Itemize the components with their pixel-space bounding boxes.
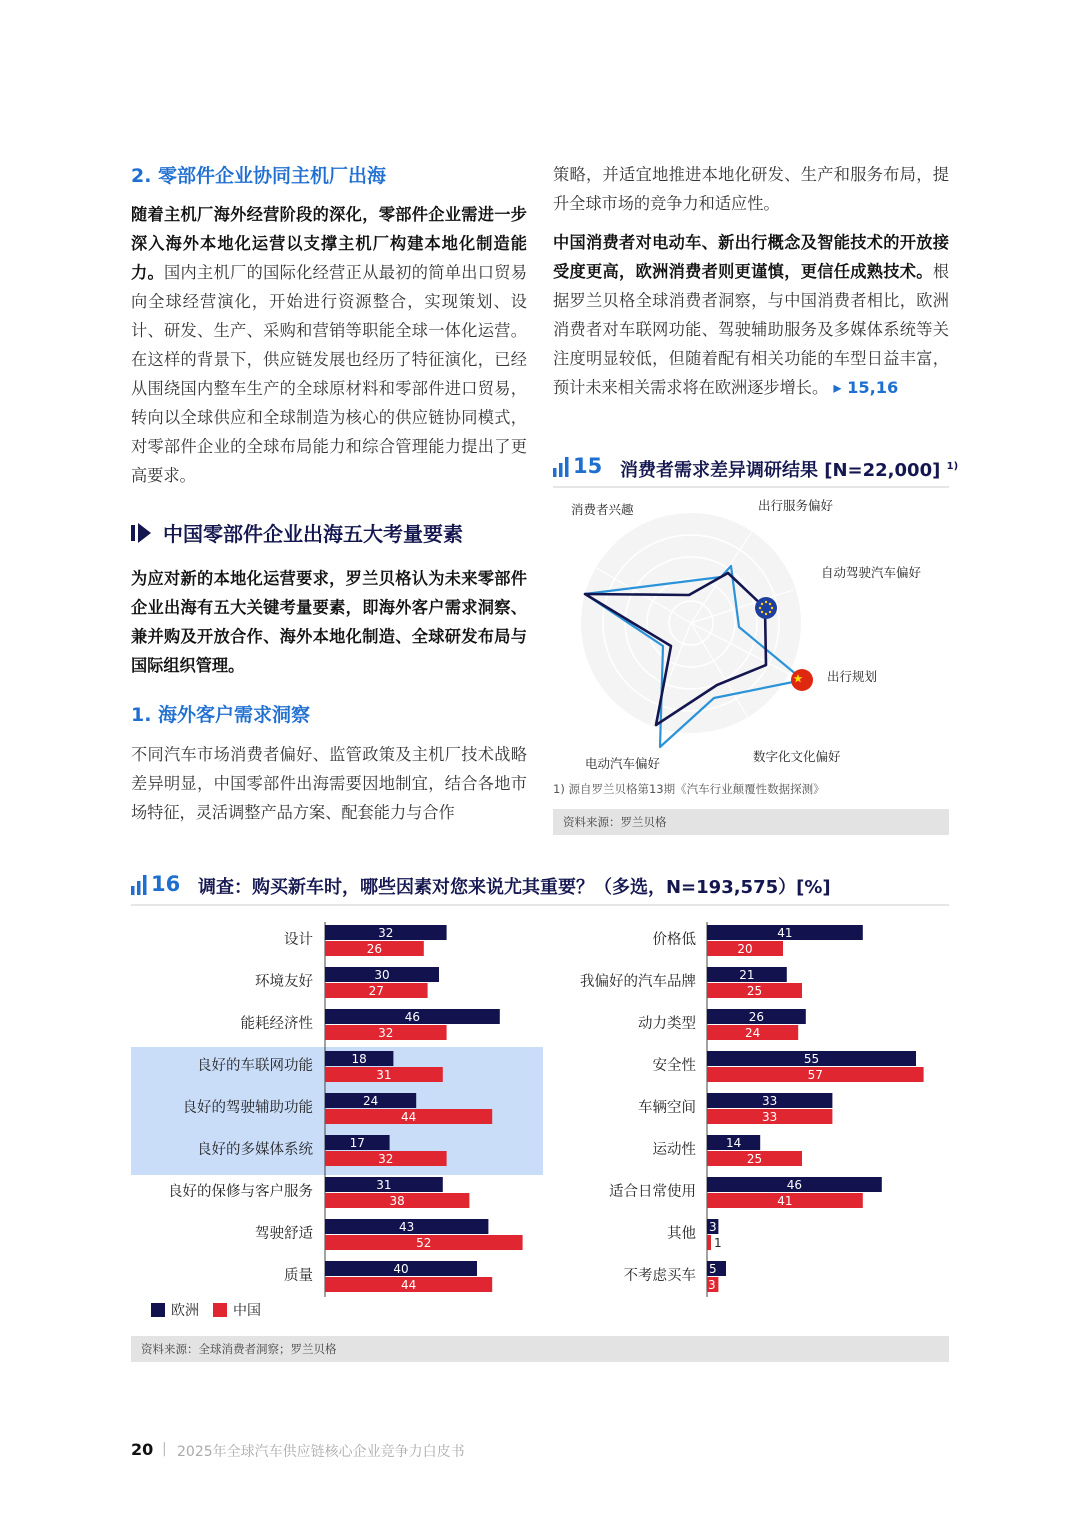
left-value-europe: 46 — [404, 1010, 421, 1024]
left-value-europe: 40 — [393, 1262, 409, 1276]
radar-chart — [553, 490, 949, 780]
left-value-europe: 32 — [378, 926, 394, 940]
bar-chart-icon — [131, 875, 147, 895]
paragraph-customer-insight: 不同汽车市场消费者偏好、监管政策及主机厂技术战略差异明显，中国零部件出海需要因地制宜，结合各地市场特征，灵活调整产品方案、配套能力与合作 — [131, 745, 527, 822]
section-arrow-icon — [131, 521, 153, 545]
right-value-china: 41 — [777, 1194, 793, 1208]
right-value-europe: 14 — [725, 1136, 742, 1150]
radar-axis-label: 出行服务偏好 — [758, 498, 834, 513]
left-value-europe: 30 — [374, 968, 390, 982]
figure16-header — [131, 868, 949, 906]
left-value-china: 32 — [378, 1026, 394, 1040]
heading-parts-suppliers: 2. 零部件企业协同主机厂出海 — [131, 165, 387, 187]
left-value-china: 44 — [400, 1110, 417, 1124]
figure-reference[interactable]: ▸ 15,16 — [833, 378, 899, 397]
right-value-china: 3 — [708, 1278, 716, 1292]
right-value-china: 20 — [737, 942, 753, 956]
legend-label-europe: 欧洲 — [171, 1303, 199, 1319]
figure16-source: 资料来源：全球消费者洞察；罗兰贝格 — [131, 1336, 949, 1362]
footer-title: 2025年全球汽车供应链核心企业竞争力白皮书 — [177, 1444, 465, 1460]
footer-divider: | — [162, 1441, 167, 1457]
paragraph-lead: 随着主机厂海外经营阶段的深化，零部件企业需进一步深入海外本地化运营以支撑主机厂构建本地化制造能力。 — [131, 205, 527, 282]
left-value-china: 38 — [389, 1194, 405, 1208]
right-bar-china — [707, 1235, 711, 1250]
left-category-label: 驾驶舒适 — [255, 1226, 313, 1242]
radar-axis-label: 数字化文化偏好 — [753, 749, 841, 764]
figure16-number: 16 — [151, 872, 181, 896]
radar-axis-label: 出行规划 — [827, 669, 878, 684]
left-value-europe: 17 — [349, 1136, 365, 1150]
radar-axis-label: 电动汽车偏好 — [585, 756, 661, 771]
figure16-title: 调查：购买新车时，哪些因素对您来说尤其重要？（多选，N=193,575）[%] — [198, 877, 831, 898]
section-title: 中国零部件企业出海五大考量要素 — [163, 522, 463, 546]
right-value-china: 57 — [807, 1068, 823, 1082]
right-value-china: 25 — [746, 1152, 763, 1166]
factor-bar-chart — [0, 910, 1080, 1330]
figure-reference-label: 15,16 — [847, 378, 899, 397]
paragraph-body: 国内主机厂的国际化经营正从最初的简单出口贸易向全球经营演化，开始进行资源整合，实现策划、设计、研发、生产、采购和营销等职能全球一体化运营。在这样的背景下，供应链发展也经历了特征演化，已经从围绕国内整车生产的全球原材料和零部件进口贸易，转向以全球供应和全球制造为核心的供应链协同模式，对零部件企业的全球布局能力和综合管理能力提出了更高要求。 — [131, 263, 528, 485]
paragraph-consumers — [553, 228, 949, 402]
right-value-europe: 46 — [786, 1178, 803, 1192]
left-category-label: 良好的车联网功能 — [197, 1058, 313, 1074]
eu-flag-icon — [755, 597, 777, 619]
right-category-label: 价格低 — [652, 932, 696, 948]
right-value-china: 33 — [762, 1110, 778, 1124]
paragraph-parts-suppliers — [131, 200, 527, 490]
figure15-header — [553, 452, 959, 488]
right-value-europe: 26 — [748, 1010, 765, 1024]
right-category-label: 其他 — [667, 1226, 696, 1242]
figure15-source: 资料来源：罗兰贝格 — [553, 809, 949, 835]
left-value-europe: 43 — [399, 1220, 415, 1234]
right-value-europe: 55 — [803, 1052, 820, 1066]
left-category-label: 质量 — [284, 1268, 313, 1284]
left-category-label: 设计 — [284, 932, 313, 948]
figure15-number: 15 — [573, 454, 603, 478]
left-value-china: 52 — [416, 1236, 432, 1250]
figure15-title-text: 消费者需求差异调研结果 [N=22,000] — [620, 460, 941, 481]
left-value-china: 44 — [400, 1278, 417, 1292]
right-value-china: 25 — [746, 984, 763, 998]
page-number: 20 — [131, 1440, 154, 1459]
figure15-footnote: 1) 源自罗兰贝格第13期《汽车行业颠覆性数据探测》 — [553, 782, 825, 796]
bar-chart-icon — [553, 457, 569, 477]
chart-legend — [151, 1300, 351, 1320]
right-category-label: 运动性 — [652, 1142, 696, 1158]
right-category-label: 我偏好的汽车品牌 — [580, 974, 696, 990]
right-category-label: 不考虑买车 — [623, 1268, 696, 1284]
right-category-label: 适合日常使用 — [609, 1184, 696, 1200]
left-category-label: 良好的驾驶辅助功能 — [182, 1100, 313, 1116]
right-category-label: 车辆空间 — [638, 1100, 696, 1116]
left-category-label: 良好的多媒体系统 — [197, 1142, 313, 1158]
left-value-europe: 18 — [351, 1052, 367, 1066]
left-value-china: 27 — [368, 984, 384, 998]
right-value-europe: 41 — [777, 926, 793, 940]
figure15-footnote-mark: 1) — [946, 461, 959, 472]
section-heading — [131, 518, 531, 548]
figure15-title — [620, 456, 958, 482]
right-value-europe: 5 — [709, 1262, 717, 1276]
left-value-europe: 31 — [376, 1178, 392, 1192]
left-value-china: 26 — [366, 942, 383, 956]
right-value-china: 24 — [744, 1026, 761, 1040]
heading-customer-insight: 1. 海外客户需求洞察 — [131, 704, 311, 726]
paragraph-consumers-lead: 中国消费者对电动车、新出行概念及智能技术的开放接受度更高，欧洲消费者则更谨慎，更信任成熟技术。 — [553, 233, 949, 281]
paragraph-five-factors: 为应对新的本地化运营要求，罗兰贝格认为未来零部件企业出海有五大关键考量要素，即海外客户需求洞察、兼并购及开放合作、海外本地化制造、全球研发布局与国际组织管理。 — [131, 569, 527, 675]
left-value-china: 32 — [378, 1152, 394, 1166]
left-category-label: 能耗经济性 — [240, 1016, 313, 1032]
right-category-label: 安全性 — [652, 1058, 696, 1074]
right-value-europe: 21 — [739, 968, 755, 982]
left-category-label: 环境友好 — [255, 974, 313, 990]
right-value-china: 1 — [714, 1236, 722, 1250]
legend-label-china: 中国 — [233, 1303, 261, 1319]
paragraph-consumers-body: 根据罗兰贝格全球消费者洞察，与中国消费者相比，欧洲消费者对车联网功能、驾驶辅助服务及多媒体系统等关注度明显较低，但随着配有相关功能的车型日益丰富，预计未来相关需求将在欧洲逐步增长。 — [553, 262, 949, 397]
right-category-label: 动力类型 — [638, 1016, 696, 1032]
left-value-china: 31 — [376, 1068, 392, 1082]
left-category-label: 良好的保修与客户服务 — [168, 1184, 313, 1200]
china-flag-icon — [791, 669, 813, 691]
paragraph-strategy: 策略，并适宜地推进本地化研发、生产和服务布局，提升全球市场的竞争力和适应性。 — [553, 165, 949, 213]
radar-axis-label: 自动驾驶汽车偏好 — [821, 565, 922, 580]
legend-swatch-china — [213, 1303, 227, 1317]
legend-swatch-europe — [151, 1303, 165, 1317]
right-value-europe: 33 — [762, 1094, 778, 1108]
left-value-europe: 24 — [362, 1094, 379, 1108]
right-value-europe: 3 — [709, 1220, 717, 1234]
radar-svg — [553, 490, 949, 780]
radar-axis-label: 消费者兴趣 — [571, 502, 634, 517]
